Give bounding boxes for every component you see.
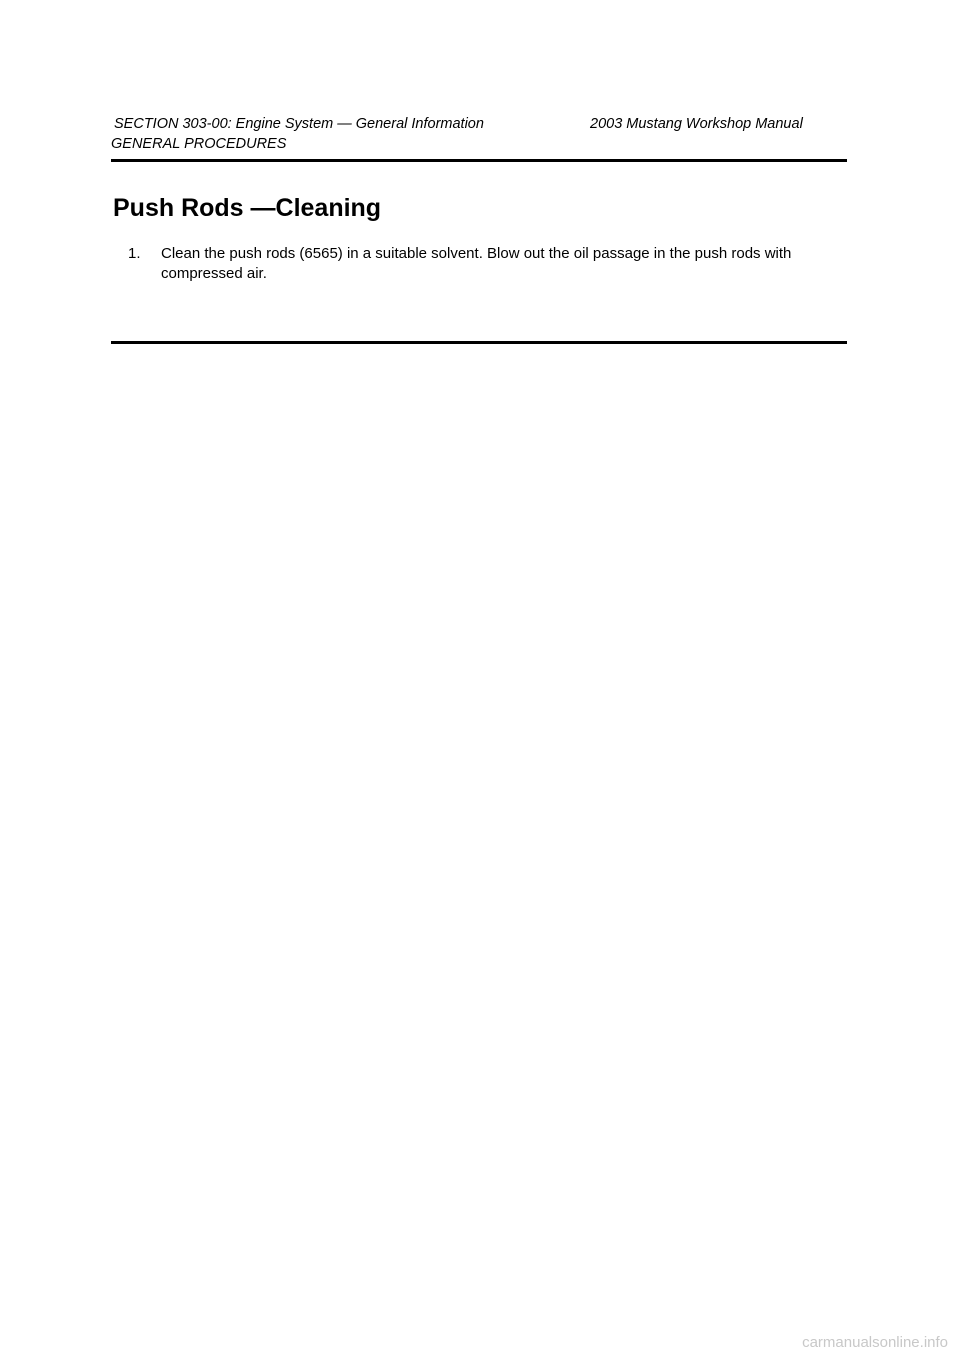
- content-end-divider: [111, 341, 847, 344]
- procedure-step: [128, 244, 844, 284]
- procedure-steps: [128, 244, 844, 284]
- step-number: 1.: [128, 245, 141, 262]
- watermark-text: carmanualsonline.info: [802, 1334, 948, 1351]
- header-section-title: SECTION 303-00: Engine System — General Information: [114, 116, 484, 132]
- page-title: Push Rods —Cleaning: [113, 194, 382, 222]
- header-divider: [111, 159, 847, 162]
- header-subsection: GENERAL PROCEDURES: [111, 136, 287, 152]
- step-text: Clean the push rods (6565) in a suitable solvent. Blow out the oil passage in the push rods with compressed air.: [161, 245, 792, 282]
- header-manual-title: 2003 Mustang Workshop Manual: [590, 116, 803, 132]
- running-header: [114, 116, 814, 136]
